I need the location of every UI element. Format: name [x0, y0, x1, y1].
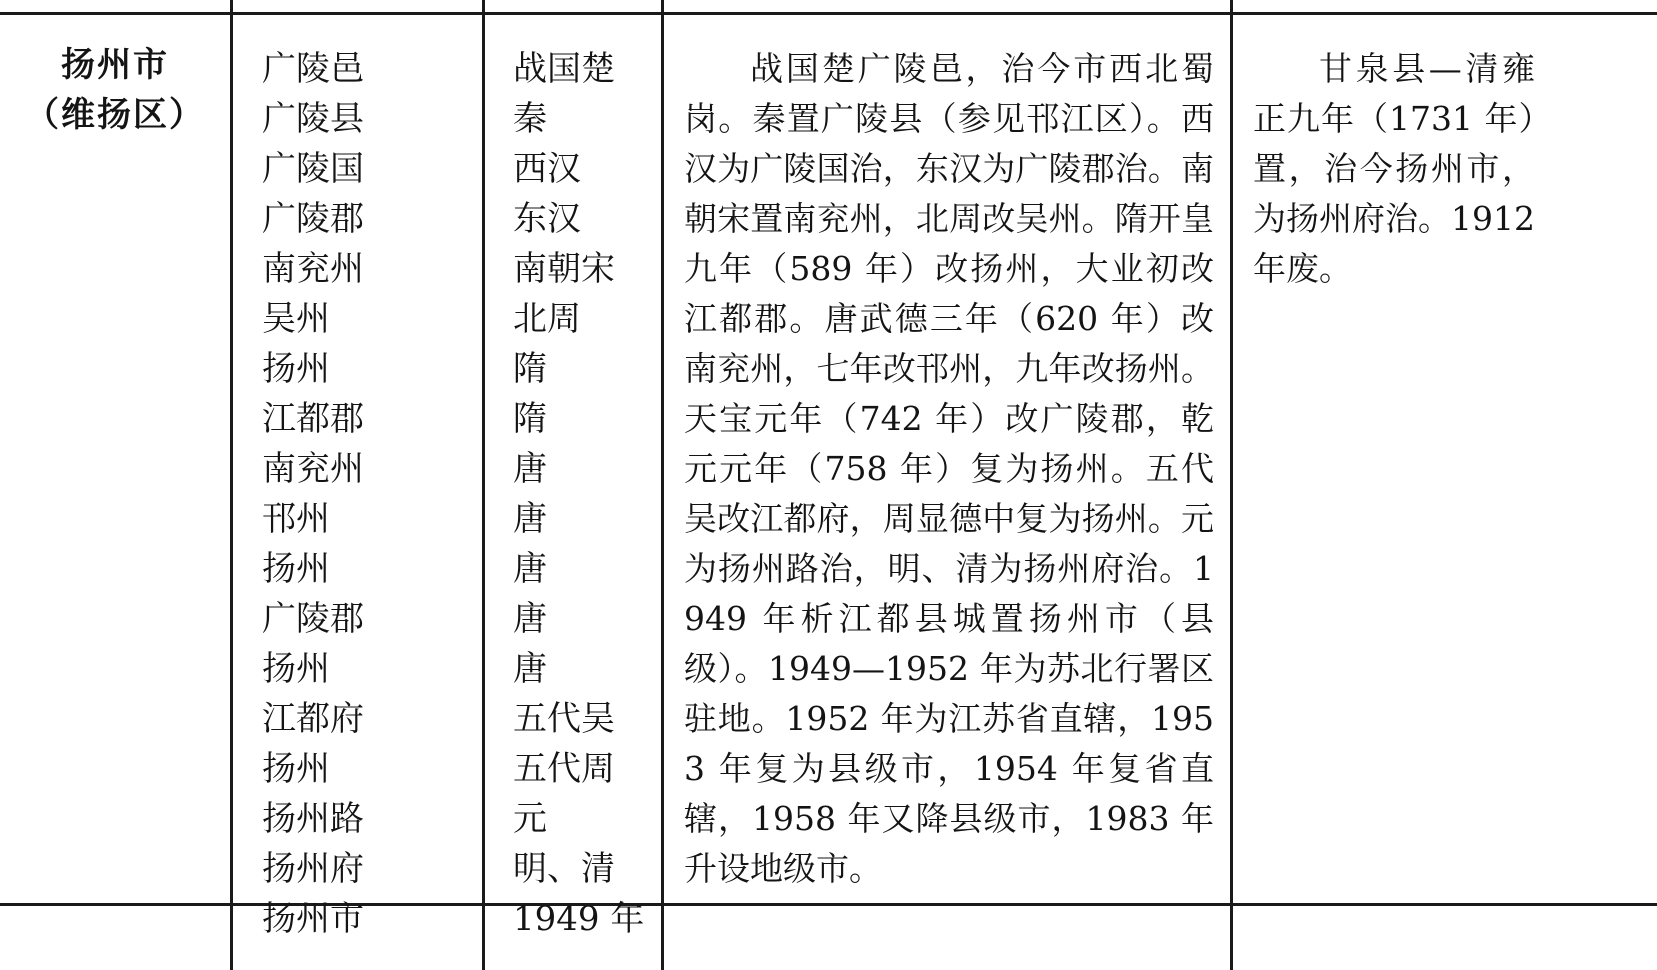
era-item: 唐	[513, 449, 547, 489]
era-item: 西汉	[513, 149, 581, 189]
era-item: 五代吴	[513, 699, 615, 739]
history-paragraph: 战国楚广陵邑，治今市西北蜀岗。秦置广陵县（参见邗江区）。西汉为广陵国治，东汉为广陵郡治。南朝宋置南兖州，北周改吴州。隋开皇九年（589 年）改扬州，大业初改江都郡。唐武德三年（620 年）改南兖州，七年改邗州，九年改扬州。天宝元年（742 年）改广陵郡，乾元元年（758 年）复为扬州。五代吴改江都府，周显德中复为扬州。元为扬州路治，明、清为扬州府治。1949 年析江都县城置扬州市（县级）。1949—1952 年为苏北行署区驻地。1952 年为江苏省直辖，1953 年复为县级市，1954 年复省直辖，1958 年又降县级市，1983 年升设地级市。	[684, 49, 1214, 888]
notes-cell	[1253, 44, 1535, 294]
historical-name-item: 扬州	[262, 349, 330, 389]
era-item: 东汉	[513, 199, 581, 239]
historical-name-item: 扬州	[262, 649, 330, 689]
historical-name-item: 扬州	[262, 549, 330, 589]
historical-name-item: 扬州府	[262, 849, 364, 889]
region-subname: （维扬区）	[25, 95, 205, 135]
row-bottom-border	[0, 903, 1657, 906]
era-item: 隋	[513, 399, 547, 439]
era-item: 北周	[513, 299, 581, 339]
column-divider-2	[482, 0, 485, 970]
era-item: 唐	[513, 599, 547, 639]
historical-name-item: 广陵县	[262, 99, 364, 139]
historical-name-item: 广陵邑	[262, 49, 364, 89]
history-cell	[684, 44, 1214, 894]
era-item: 明、清	[513, 849, 615, 889]
historical-name-item: 广陵郡	[262, 199, 364, 239]
column-divider-3	[661, 0, 664, 970]
region-cell	[0, 40, 230, 140]
eras-column	[513, 44, 653, 944]
era-item: 隋	[513, 349, 547, 389]
notes-paragraph: 甘泉县—清雍正九年（1731 年）置，治今扬州市，为扬州府治。1912 年废。	[1253, 49, 1535, 288]
historical-name-item: 南兖州	[262, 449, 364, 489]
historical-names-column	[262, 44, 472, 944]
era-item: 五代周	[513, 749, 615, 789]
era-item: 1949 年	[513, 899, 645, 939]
column-divider-4	[1230, 0, 1233, 970]
era-item: 唐	[513, 499, 547, 539]
historical-name-item: 南兖州	[262, 249, 364, 289]
era-item: 唐	[513, 549, 547, 589]
historical-name-item: 吴州	[262, 299, 330, 339]
historical-name-item: 江都郡	[262, 399, 364, 439]
row-top-border	[0, 12, 1657, 15]
era-item: 秦	[513, 99, 547, 139]
region-name: 扬州市	[61, 45, 169, 85]
era-item: 南朝宋	[513, 249, 615, 289]
era-item: 唐	[513, 649, 547, 689]
historical-name-item: 广陵郡	[262, 599, 364, 639]
historical-name-item: 江都府	[262, 699, 364, 739]
historical-name-item: 邗州	[262, 499, 330, 539]
historical-name-item: 扬州市	[262, 899, 364, 939]
column-divider-1	[230, 0, 233, 970]
era-item: 元	[513, 799, 547, 839]
historical-name-item: 扬州	[262, 749, 330, 789]
historical-name-item: 广陵国	[262, 149, 364, 189]
historical-name-item: 扬州路	[262, 799, 364, 839]
era-item: 战国楚	[513, 49, 615, 89]
